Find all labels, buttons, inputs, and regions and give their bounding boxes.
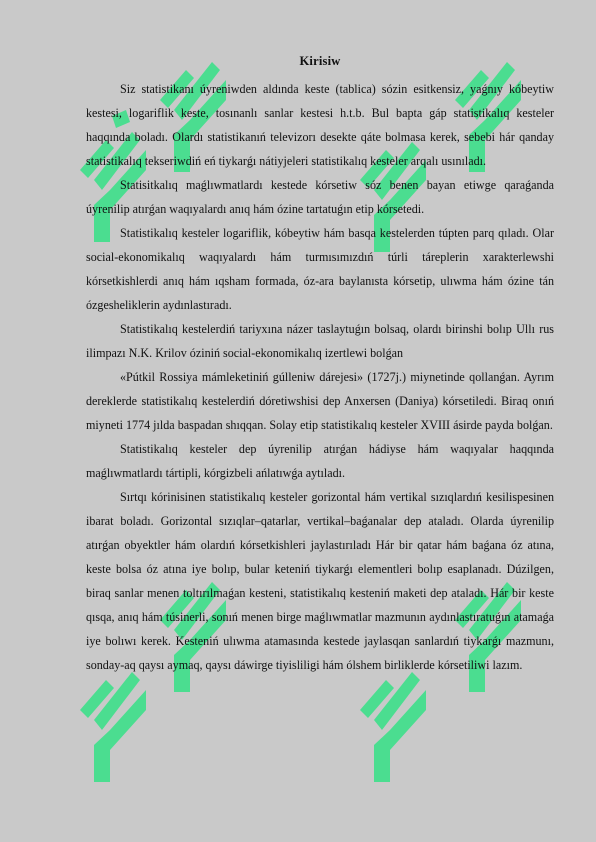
paragraph: Sırtqı kórinisinen statistikalıq kesteler gorizontal hám vertikal sızıqlardıń kesilispesinen ibarat boladı. Gorizontal sızıqlar–qatarlar, vertikal–baǵanalar dep ataladı. Olarda úyrenilip atırǵan obyektler hám olardıń kórsetkishleri jaylastırıladı Hár bir qatar hám baǵana óz atına, keste bolsa óz atına iye bolıp, bular keteniń tiykarǵı elementleri bolıp esaplanadı. Dúzilgen, biraq sanlar menen toltırılmaǵan kesteni, statistikalıq kesteniń maketi dep ataladı. Hár bir keste qısqa, anıq hám túsinerli, sonıń menen birge maǵlıwmatlar mazmunın aydınlastıratuǵın atamaǵa iye bolıwı kerek. Kesteniń ulıwma atamasında kestede jaylasqan sanlardıń tiykarǵı mazmunı, sonday-aq qaysı aymaq, qaysı dáwirge tiyisliligi hám ólshem birliklerde kórsetiliwi lazım. [86, 490, 554, 672]
paragraph: Statistikalıq kesteler logariflik, kóbeytiw hám basqa kestelerden túpten parq qıladı. Olar social-ekonomikalıq waqıyalardı hám turmısımızdıń túrli táreplerin xarakterlewshi kórsetkishlerdi anıq hám ıqsham formada, óz-ara baylanısta kórsetip, ulıwma hám ózine tán ózgesheliklerin aydınlastıradı. [86, 226, 554, 312]
paragraph: Statistikalıq kesteler dep úyrenilip atırǵan hádiyse hám waqıyalar haqqında maǵlıwmatlardı tártipli, kórgizbeli ańlatıwǵa aytıladı. [86, 442, 554, 480]
document-title: Kirisiw [299, 54, 341, 68]
paragraph: Statisitkalıq maǵlıwmatlardı kestede kórsetiw sóz benen bayan etiwge qaraǵanda úyrenilip atırǵan waqıyalardı anıq hám ózine tartatuǵın etip kórsetedi. [86, 178, 554, 216]
paragraph: Statistikalıq kestelerdiń tariyxına názer taslaytuǵın bolsaq, olardı birinshi bolıp Ullı rus ilimpazı N.K. Krilov óziniń social-ekonomikalıq izertlewi bolǵan [86, 322, 554, 360]
paragraph: Siz statistikanı úyreniwden aldında keste (tablica) sózin esitkensiz, yaǵnıy kóbeytiw kestesi, logariflik keste, tosınanlı sanlar kestesi h.t.b. Bul bapta gáp statistikalıq kesteler haqqında boladı. Olardı statistikanıń televizorı desekte qáte bolmasa kerek, sebebi hár qanday statistikalıq tekseriwdiń eń tiykarǵı nátiyjeleri statistikalıq kesteler arqalı usınıladı. [86, 82, 554, 168]
document-page [86, 54, 554, 677]
paragraph: «Pútkil Rossiya mámleketiniń gúlleniw dárejesi» (1727j.) miynetinde qollanǵan. Ayrım dereklerde statistikalıq kestelerdiń dóretiwshisi dep Anxersen (Daniya) kórsetiledi. Biraq onıń miyneti 1774 jılda baspadan shıqqan. Solay etip statistikalıq kesteler XVIII ásirde payda bolǵan. [86, 370, 554, 432]
